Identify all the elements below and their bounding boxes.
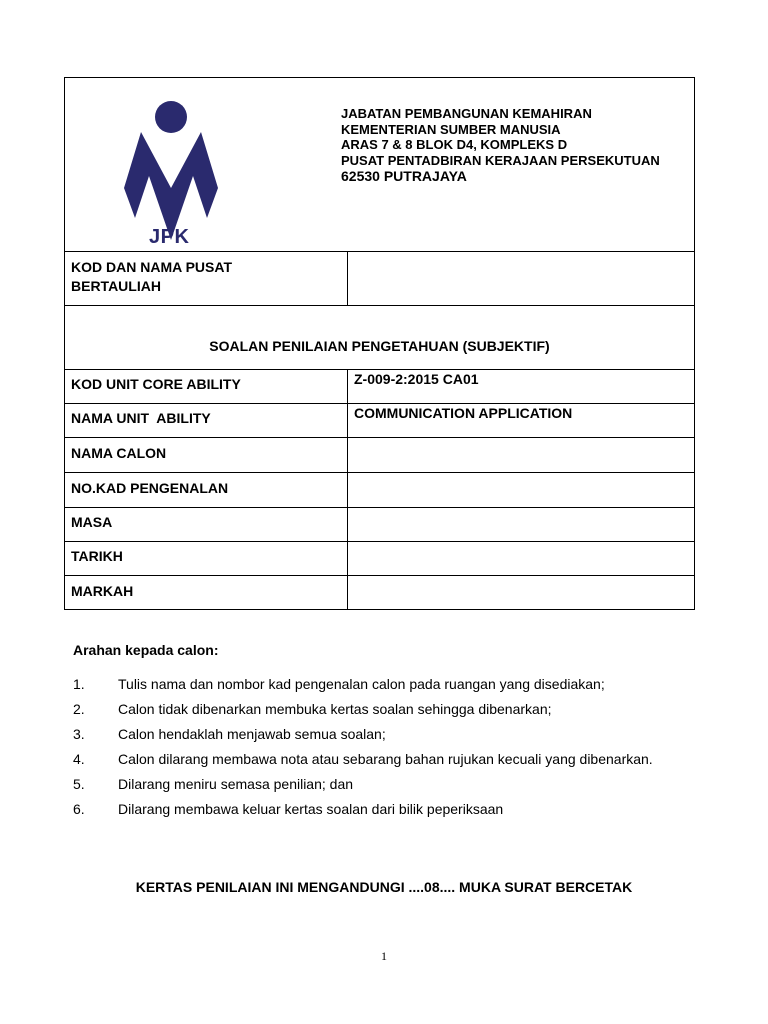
item-text: Calon hendaklah menjawab semua soalan; xyxy=(118,726,386,742)
assessment-form-table xyxy=(64,77,695,610)
page-number: 1 xyxy=(381,949,387,963)
row-divider xyxy=(65,437,694,438)
list-item xyxy=(73,672,718,697)
page-count-statement: KERTAS PENILAIAN INI MENGANDUNGI ....08.... MUKA SURAT BERCETAK xyxy=(135,879,633,895)
tarikh-label: TARIKH xyxy=(71,548,123,564)
address-line: PUSAT PENTADBIRAN KERAJAAN PERSEKUTUAN xyxy=(341,152,660,168)
section-title: SOALAN PENILAIAN PENGETAHUAN (SUBJEKTIF) xyxy=(209,338,550,354)
pusat-bertauliah-field[interactable] xyxy=(354,262,684,292)
instructions-list xyxy=(73,672,718,822)
nama-unit-value: COMMUNICATION APPLICATION xyxy=(354,405,573,421)
row-divider xyxy=(65,472,694,473)
masa-label: MASA xyxy=(71,514,113,530)
kod-unit-label: KOD UNIT CORE ABILITY xyxy=(71,376,241,392)
tarikh-field[interactable] xyxy=(354,545,684,571)
nama-calon-label: NAMA CALON xyxy=(71,445,167,461)
list-item xyxy=(73,697,718,722)
row-divider xyxy=(65,251,694,252)
row-divider xyxy=(65,305,694,306)
item-text: Calon dilarang membawa nota atau sebarang bahan rujukan kecuali yang dibenarkan. xyxy=(118,751,653,767)
item-number: 1. xyxy=(73,676,85,692)
list-item xyxy=(73,722,718,747)
address-line: JABATAN PEMBANGUNAN KEMAHIRAN xyxy=(341,106,592,121)
item-number: 6. xyxy=(73,801,85,817)
row-divider xyxy=(65,541,694,542)
row-divider xyxy=(65,575,694,576)
row-divider xyxy=(65,403,694,404)
list-item xyxy=(73,747,658,772)
item-number: 2. xyxy=(73,701,85,717)
jpk-logo-text: JPK xyxy=(149,226,190,248)
item-text: Dilarang membawa keluar kertas soalan dari bilik peperiksaan xyxy=(118,801,504,817)
row-divider xyxy=(65,507,694,508)
address-line: 62530 PUTRAJAYA xyxy=(341,168,467,184)
item-text: Tulis nama dan nombor kad pengenalan calon pada ruangan yang disediakan; xyxy=(118,676,605,692)
markah-field[interactable] xyxy=(354,580,684,606)
department-address xyxy=(341,106,660,185)
list-item xyxy=(73,797,718,822)
nama-unit-label: NAMA UNIT ABILITY xyxy=(71,410,211,426)
markah-label: MARKAH xyxy=(71,583,134,599)
nama-calon-field[interactable] xyxy=(354,442,684,468)
address-line: KEMENTERIAN SUMBER MANUSIA xyxy=(341,121,561,137)
no-kad-pengenalan-label: NO.KAD PENGENALAN xyxy=(71,480,229,496)
pusat-bertauliah-label: KOD DAN NAMA PUSAT BERTAULIAH xyxy=(71,259,232,294)
instructions-title: Arahan kepada calon: xyxy=(73,642,219,658)
address-line: ARAS 7 & 8 BLOK D4, KOMPLEKS D xyxy=(341,137,568,152)
item-number: 3. xyxy=(73,726,85,742)
column-divider xyxy=(347,251,348,305)
no-kad-pengenalan-field[interactable] xyxy=(354,477,684,503)
masa-field[interactable] xyxy=(354,511,684,537)
row-divider xyxy=(65,369,694,370)
kod-unit-value: Z-009-2:2015 CA01 xyxy=(354,371,479,387)
item-number: 4. xyxy=(73,751,85,767)
item-text: Calon tidak dibenarkan membuka kertas soalan sehingga dibenarkan; xyxy=(118,701,552,717)
list-item xyxy=(73,772,718,797)
column-divider xyxy=(347,369,348,610)
item-number: 5. xyxy=(73,776,85,792)
item-text: Dilarang meniru semasa penilian; dan xyxy=(118,776,354,792)
